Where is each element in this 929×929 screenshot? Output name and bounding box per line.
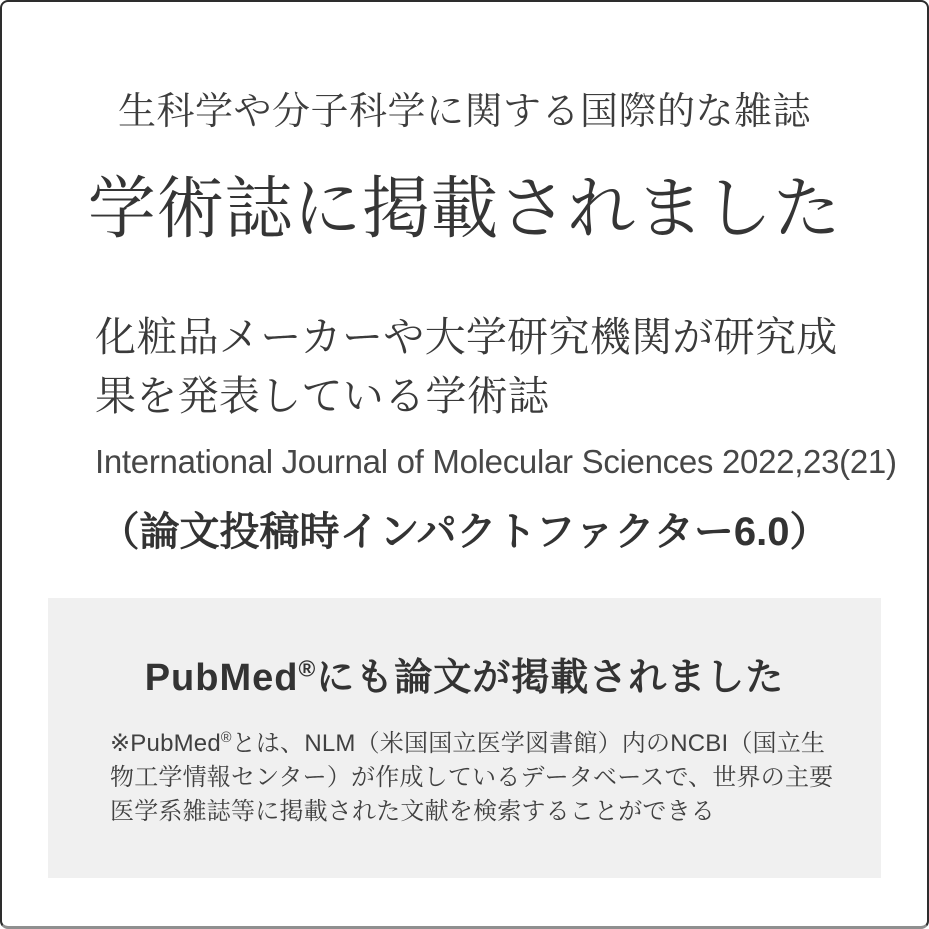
- pubmed-heading: [110, 598, 819, 703]
- journal-description: [95, 308, 838, 424]
- journal-description-line-2: 果を発表している学術誌: [95, 372, 550, 419]
- pubmed-brand: PubMed: [144, 656, 299, 699]
- journal-citation: International Journal of Molecular Sciences 2022,23(21): [95, 442, 897, 480]
- registered-trademark-mark: ®: [298, 655, 317, 682]
- pubmed-footnote-line-1: [110, 727, 826, 761]
- footnote-pubmed-brand: ※PubMed: [110, 730, 221, 758]
- intro-line: 生科学や分子科学に関する国際的な雑誌: [117, 91, 811, 133]
- pubmed-footnote-line-2: 物工学情報センター）が作成しているデータベースで、世界の主要: [110, 764, 834, 792]
- pubmed-footnote: [110, 727, 834, 829]
- pubmed-heading-suffix: にも論文が掲載されました: [316, 656, 785, 699]
- page-title: 学術誌に掲載されました: [87, 171, 842, 248]
- impact-factor-note: （論文投稿時インパクトファクター6.0）: [99, 509, 830, 554]
- journal-description-line-1: 化粧品メーカーや大学研究機関が研究成: [95, 314, 838, 361]
- footnote-line-1-text: とは、NLM（米国国立医学図書館）内のNCBI（国立生: [231, 730, 826, 758]
- registered-trademark-mark: ®: [220, 730, 232, 747]
- pubmed-info-box: [48, 598, 881, 878]
- pubmed-footnote-line-3: 医学系雑誌等に掲載された文献を検索することができる: [110, 798, 715, 826]
